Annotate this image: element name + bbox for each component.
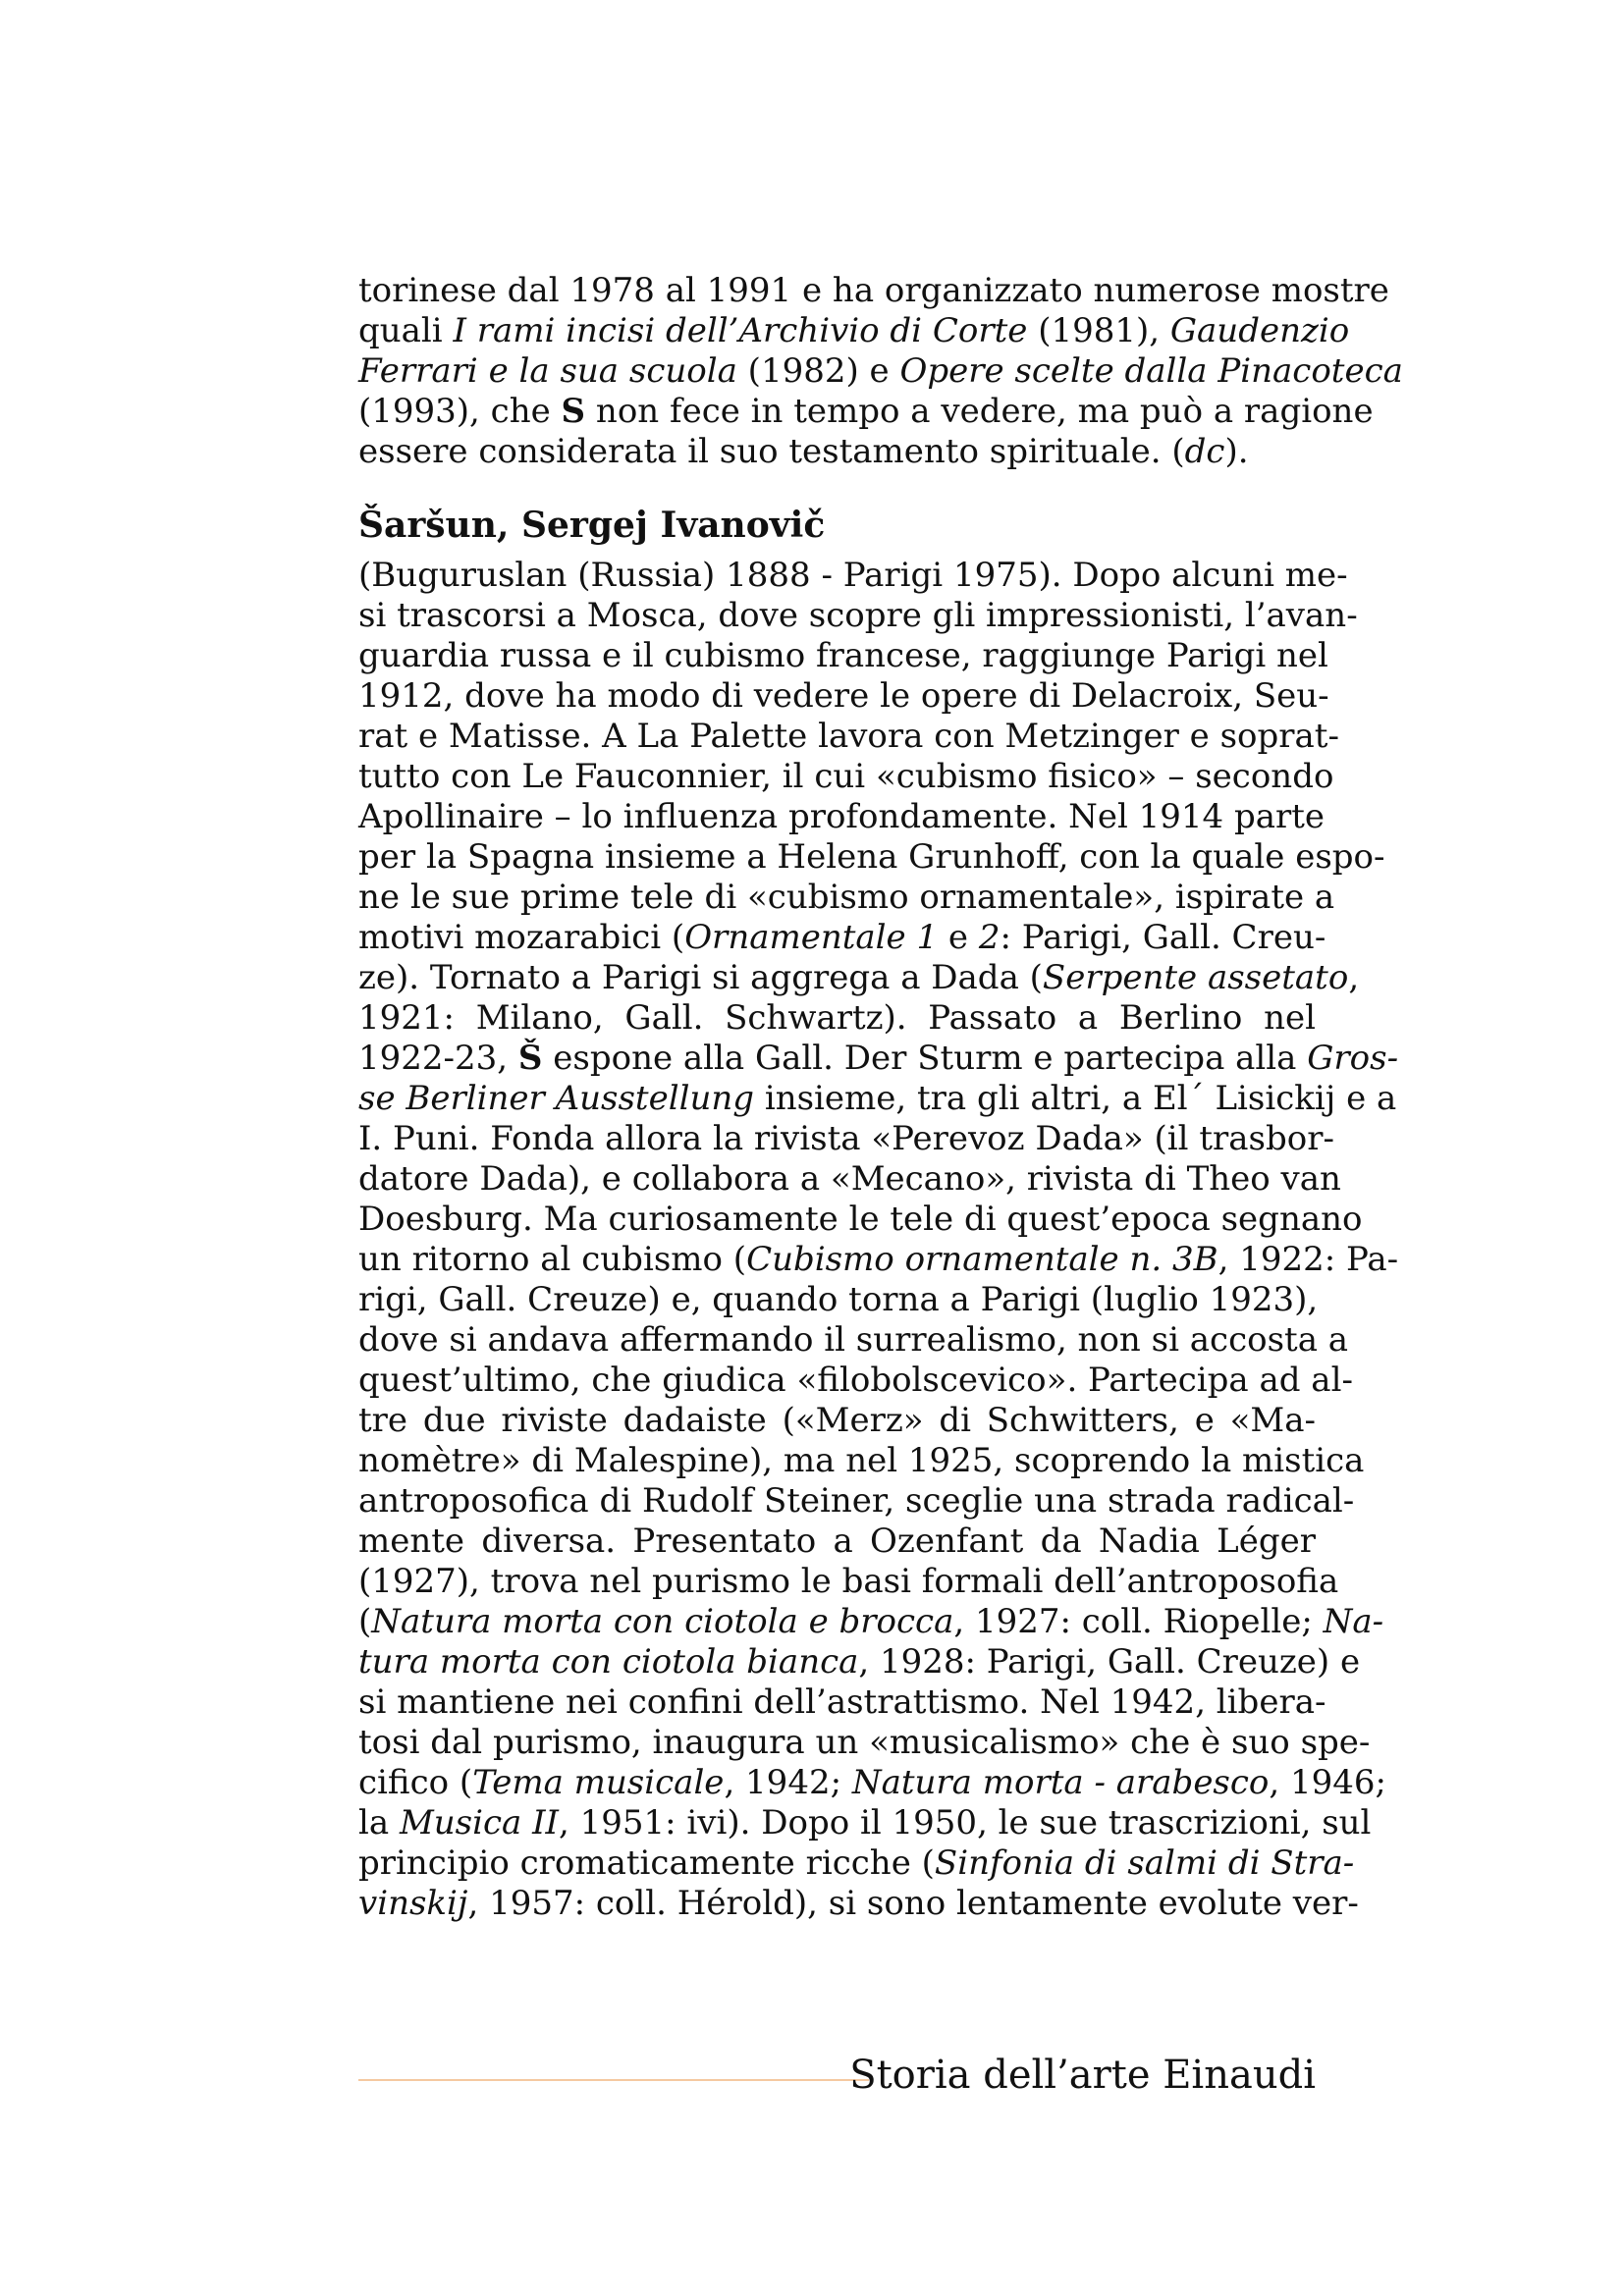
footer-rule xyxy=(358,2079,869,2081)
text-line xyxy=(358,757,1334,797)
italic-title: Ornamentale 1 xyxy=(684,918,939,957)
italic-title: Na- xyxy=(1323,1602,1384,1641)
text-run: ( xyxy=(358,1602,372,1641)
text-run: quali xyxy=(358,311,454,350)
text-run: , 1928: Parigi, Gall. Creuze) e xyxy=(858,1642,1361,1682)
text-line xyxy=(358,1803,1372,1843)
text-line xyxy=(358,1642,1361,1682)
text-run: tosi dal purismo, inaugura un «musicalismo» che è suo spe- xyxy=(358,1723,1371,1762)
text-line xyxy=(358,636,1328,676)
text-run: la xyxy=(358,1803,400,1842)
italic-title: Gros- xyxy=(1307,1039,1399,1078)
page-content xyxy=(358,271,1403,1924)
text-run: ze). Tornato a Parigi si aggrega a Dada ( xyxy=(358,958,1043,997)
text-line xyxy=(358,311,1350,351)
text-line xyxy=(358,1361,1353,1401)
italic-title: tura morta con ciotola bianca xyxy=(358,1642,859,1682)
italic-title: Tema musicale xyxy=(472,1763,725,1802)
italic-title: vinskij xyxy=(358,1884,468,1923)
text-run: torinese dal 1978 al 1991 e ha organizzato numerose mostre xyxy=(358,271,1389,310)
text-line xyxy=(358,1079,1397,1119)
text-run: (Buguruslan (Russia) 1888 - Parigi 1975). Dopo alcuni me- xyxy=(358,556,1348,595)
text-line xyxy=(358,1843,1355,1884)
text-run: antroposofica di Rudolf Steiner, sceglie una strada radical- xyxy=(358,1481,1355,1521)
text-line xyxy=(358,1119,1334,1159)
text-line xyxy=(358,1320,1349,1361)
text-line xyxy=(358,837,1385,878)
bold-abbreviation: S xyxy=(561,392,586,431)
text-run: ne le sue prime tele di «cubismo ornamentale», ispirate a xyxy=(358,878,1335,917)
text-line xyxy=(358,1481,1355,1522)
text-line xyxy=(358,1522,1316,1562)
text-run: un ritorno al cubismo ( xyxy=(358,1240,747,1279)
text-run: rigi, Gall. Creuze) e, quando torna a Parigi (luglio 1923), xyxy=(358,1280,1319,1319)
text-run: Doesburg. Ma curiosamente le tele di quest’epoca segnano xyxy=(358,1200,1363,1239)
text-line xyxy=(358,1441,1365,1481)
italic-title: Opere scelte dalla Pinacoteca xyxy=(899,351,1403,391)
text-line xyxy=(358,392,1374,432)
text-run: 1922-23, xyxy=(358,1039,518,1078)
text-line xyxy=(358,596,1358,636)
text-line xyxy=(358,797,1325,837)
text-run: essere considerata il suo testamento spirituale. ( xyxy=(358,432,1185,471)
entry-body-text xyxy=(358,556,1399,1924)
text-run: , xyxy=(1348,958,1360,997)
text-run: , 1946; xyxy=(1269,1763,1387,1802)
text-line xyxy=(358,958,1360,998)
text-run: ). xyxy=(1224,432,1249,471)
text-run: dove si andava affermando il surrealismo, non si accosta a xyxy=(358,1320,1349,1360)
text-run: quest’ultimo, che giudica «filobolscevico». Partecipa ad al- xyxy=(358,1361,1353,1400)
text-run: , 1922: Pa- xyxy=(1217,1240,1399,1279)
text-run: cifico ( xyxy=(358,1763,473,1802)
italic-title: Cubismo ornamentale n. 3B xyxy=(746,1240,1218,1279)
italic-title: se Berliner Ausstellung xyxy=(358,1079,755,1118)
text-line xyxy=(358,351,1403,392)
entry-title: Šaršun, Sergej Ivanovič xyxy=(358,505,826,546)
text-line xyxy=(358,998,1316,1039)
text-line xyxy=(358,1723,1371,1763)
text-run: si trascorsi a Mosca, dove scopre gli impressionisti, l’avan- xyxy=(358,596,1358,635)
text-line xyxy=(358,878,1335,918)
text-run: (1982) e xyxy=(736,351,900,391)
text-run: tutto con Le Fauconnier, il cui «cubismo fisico» – secondo xyxy=(358,757,1334,796)
page-footer xyxy=(358,2048,1316,2103)
text-run: Apollinaire – lo influenza profondamente. Nel 1914 parte xyxy=(358,797,1325,836)
text-line xyxy=(358,1159,1341,1200)
text-run: 1912, dove ha modo di vedere le opere di Delacroix, Seu- xyxy=(358,676,1329,716)
italic-title: dc xyxy=(1184,432,1225,471)
text-run: 1921: Milano, Gall. Schwartz). Passato a Berlino nel xyxy=(358,998,1316,1038)
text-line xyxy=(358,1602,1384,1642)
italic-title: Sinfonia di salmi di Stra- xyxy=(934,1843,1355,1883)
footer-publication-title: Storia dell’arte Einaudi xyxy=(849,2053,1316,2098)
text-line xyxy=(358,717,1339,757)
italic-title: Natura morta - arabesco xyxy=(851,1763,1270,1802)
text-line xyxy=(358,432,1316,472)
text-run: espone alla Gall. Der Sturm e partecipa alla xyxy=(542,1039,1308,1078)
text-line xyxy=(358,676,1329,717)
bold-abbreviation: Š xyxy=(517,1039,543,1078)
text-run: , 1927: coll. Riopelle; xyxy=(953,1602,1324,1641)
text-line xyxy=(358,1240,1399,1280)
text-run: guardia russa e il cubismo francese, raggiunge Parigi nel xyxy=(358,636,1328,675)
text-run: motivi mozarabici ( xyxy=(358,918,685,957)
text-run: nomètre» di Malespine), ma nel 1925, scoprendo la mistica xyxy=(358,1441,1365,1480)
italic-title: Natura morta con ciotola e brocca xyxy=(371,1602,954,1641)
italic-title: Musica II xyxy=(399,1803,559,1842)
text-line xyxy=(358,1280,1319,1320)
text-run: principio cromaticamente ricche ( xyxy=(358,1843,935,1883)
text-line xyxy=(358,556,1348,596)
text-run: (1927), trova nel purismo le basi formali dell’antroposofia xyxy=(358,1562,1339,1601)
text-run: e xyxy=(938,918,979,957)
text-run: per la Spagna insieme a Helena Grunhoff, con la quale espo- xyxy=(358,837,1385,877)
text-run: , 1957: coll. Hérold), si sono lentamente evolute ver- xyxy=(467,1884,1359,1923)
previous-entry-text xyxy=(358,271,1403,472)
text-run: : Parigi, Gall. Creu- xyxy=(1000,918,1326,957)
text-line xyxy=(358,1401,1316,1441)
text-run: si mantiene nei confini dell’astrattismo. Nel 1942, libera- xyxy=(358,1682,1326,1722)
text-line xyxy=(358,1763,1387,1803)
text-line xyxy=(358,271,1389,311)
text-run: , 1951: ivi). Dopo il 1950, le sue trascrizioni, sul xyxy=(558,1803,1372,1842)
italic-title: I rami incisi dell’Archivio di Corte xyxy=(453,311,1028,350)
italic-title: Serpente assetato xyxy=(1042,958,1349,997)
text-line xyxy=(358,1884,1359,1924)
text-line xyxy=(358,1682,1326,1723)
text-line xyxy=(358,918,1326,958)
italic-title: Ferrari e la sua scuola xyxy=(358,351,737,391)
text-run: I. Puni. Fonda allora la rivista «Perevoz Dada» (il trasbor- xyxy=(358,1119,1334,1158)
text-line xyxy=(358,1562,1339,1602)
text-line xyxy=(358,1200,1363,1240)
italic-title: Gaudenzio xyxy=(1169,311,1350,350)
italic-title: 2 xyxy=(978,918,1001,957)
text-run: mente diversa. Presentato a Ozenfant da Nadia Léger xyxy=(358,1522,1316,1561)
text-run: , 1942; xyxy=(724,1763,852,1802)
text-run: non fece in tempo a vedere, ma può a ragione xyxy=(585,392,1374,431)
text-run: (1981), xyxy=(1027,311,1170,350)
text-run: datore Dada), e collabora a «Mecano», rivista di Theo van xyxy=(358,1159,1341,1199)
text-run: tre due riviste dadaiste («Merz» di Schwitters, e «Ma- xyxy=(358,1401,1316,1440)
text-line xyxy=(358,1039,1399,1079)
text-run: (1993), che xyxy=(358,392,562,431)
text-run: insieme, tra gli altri, a El´ Lisickij e a xyxy=(754,1079,1397,1118)
text-run: rat e Matisse. A La Palette lavora con Metzinger e soprat- xyxy=(358,717,1339,756)
